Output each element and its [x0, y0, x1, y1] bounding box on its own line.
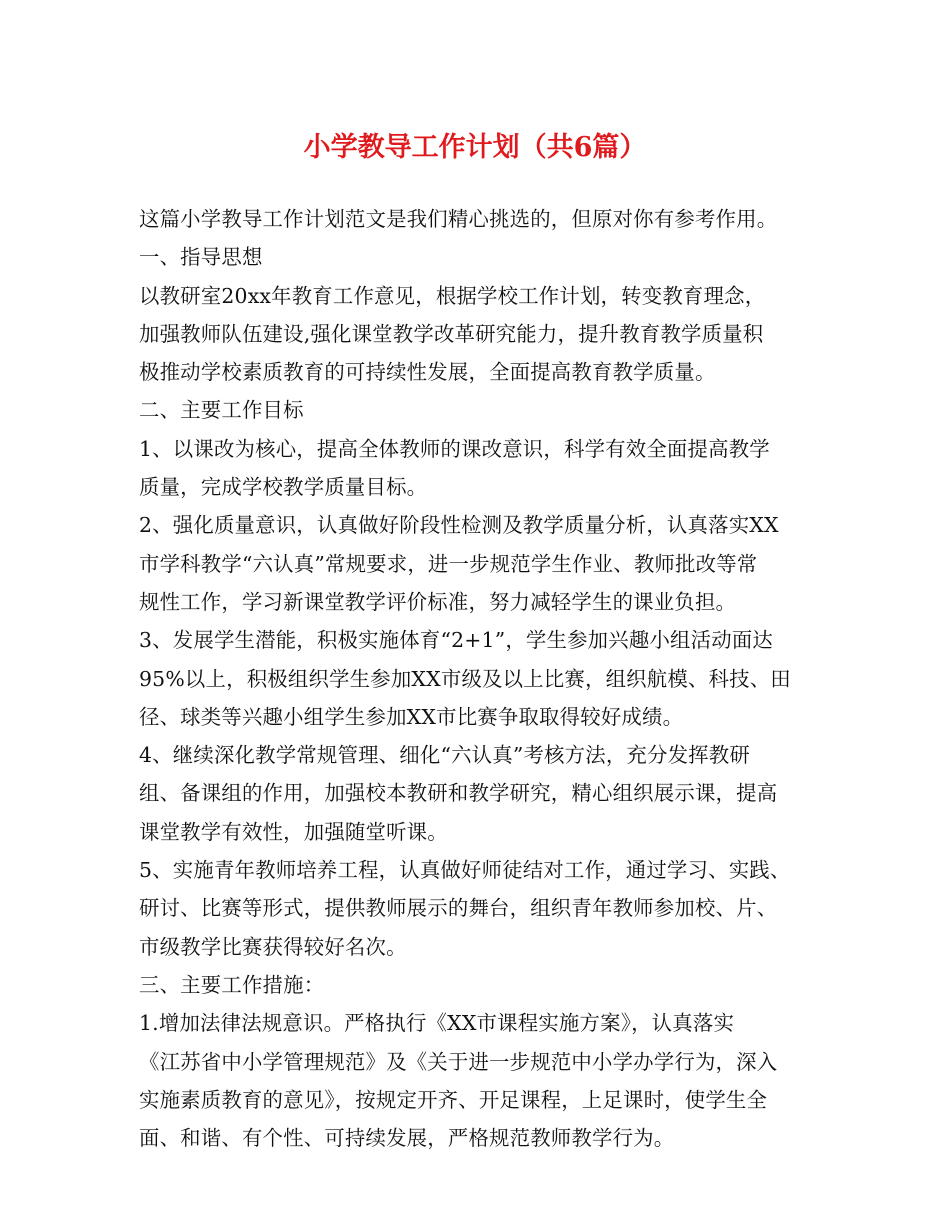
section-heading: 二、主要工作目标 — [139, 398, 304, 423]
paragraph-line: 组、备课组的作用，加强校本教研和教学研究，精心组织展示课，提高 — [139, 781, 778, 806]
paragraph-line: 面、和谐、有个性、可持续发展，严格规范教师教学行为。 — [139, 1126, 675, 1151]
paragraph-line: 加强教师队伍建设,强化课堂教学改革研究能力，提升教育教学质量积 — [139, 321, 764, 346]
paragraph-line: 研讨、比赛等形式，提供教师展示的舞台，组织青年教师参加校、片、 — [139, 896, 778, 921]
paragraph-line: 规性工作，学习新课堂教学评价标准，努力减轻学生的课业负担。 — [139, 589, 737, 614]
paragraph-line: 5、实施青年教师培养工程，认真做好师徒结对工作，通过学习、实践、 — [139, 858, 791, 883]
document-body — [139, 200, 829, 1157]
paragraph-line: 2、强化质量意识，认真做好阶段性检测及教学质量分析，认真落实XX — [139, 513, 779, 538]
paragraph-line: 3、发展学生潜能，积极实施体育“2+1”，学生参加兴趣小组活动面达 — [139, 628, 773, 653]
paragraph-line: 以教研室20xx年教育工作意见，根据学校工作计划，转变教育理念， — [139, 283, 766, 308]
section-heading: 三、主要工作措施： — [139, 972, 325, 997]
paragraph-line: 4、继续深化教学常规管理、细化“六认真”考核方法，充分发挥教研 — [139, 743, 750, 768]
paragraph-line: 质量，完成学校教学质量目标。 — [139, 475, 428, 500]
paragraph-line: 95%以上，积极组织学生参加XX市级及以上比赛，组织航模、科技、田 — [139, 666, 791, 691]
paragraph-line: 课堂教学有效性，加强随堂听课。 — [139, 819, 448, 844]
paragraph-line: 径、球类等兴趣小组学生参加XX市比赛争取取得较好成绩。 — [139, 704, 684, 729]
paragraph-line: 实施素质教育的意见》，按规定开齐、开足课程，上足课时，使学生全 — [139, 1087, 768, 1112]
section-heading: 一、指导思想 — [139, 245, 263, 270]
paragraph-line: 市学科教学“六认真”常规要求，进一步规范学生作业、教师批改等常 — [139, 551, 758, 576]
paragraph-line: 极推动学校素质教育的可持续性发展，全面提高教育教学质量。 — [139, 360, 716, 385]
document-title: 小学教导工作计划（共6篇） — [303, 132, 647, 163]
paragraph-line: 这篇小学教导工作计划范文是我们精心挑选的，但原对你有参考作用。 — [139, 207, 778, 231]
paragraph-line: 1.增加法律法规意识。严格执行《XX市课程实施方案》，认真落实 — [139, 1011, 735, 1036]
paragraph-line: 《江苏省中小学管理规范》及《关于进一步规范中小学办学行为，深入 — [139, 1049, 778, 1074]
paragraph-line: 1、以课改为核心，提高全体教师的课改意识，科学有效全面提高教学 — [139, 436, 770, 461]
paragraph-line: 市级教学比赛获得较好名次。 — [139, 934, 407, 959]
